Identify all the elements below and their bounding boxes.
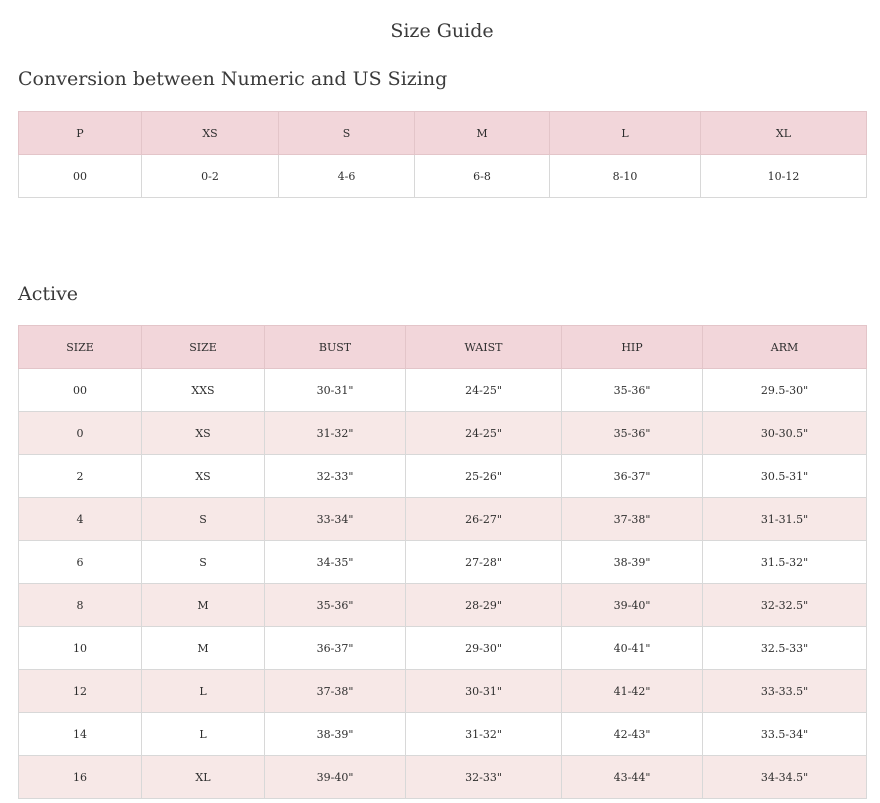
table-cell: 30.5-31": [703, 455, 867, 498]
table-cell: 27-28": [406, 541, 562, 584]
active-header-row: [19, 326, 867, 369]
table-cell: 30-30.5": [703, 412, 867, 455]
table-cell: 43-44": [562, 756, 703, 799]
active-header-cell: WAIST: [406, 326, 562, 369]
table-cell: 30-31": [265, 369, 406, 412]
table-row: [19, 713, 867, 756]
table-cell: 26-27": [406, 498, 562, 541]
table-cell: 8: [19, 584, 142, 627]
table-cell: XL: [142, 756, 265, 799]
table-cell: XXS: [142, 369, 265, 412]
table-cell: 36-37": [265, 627, 406, 670]
table-cell: 31-32": [265, 412, 406, 455]
table-row: [19, 627, 867, 670]
table-cell: 38-39": [562, 541, 703, 584]
table-cell: 0: [19, 412, 142, 455]
table-cell: 14: [19, 713, 142, 756]
active-header-cell: SIZE: [142, 326, 265, 369]
table-cell: M: [142, 584, 265, 627]
table-cell: 38-39": [265, 713, 406, 756]
conversion-header-cell: L: [550, 112, 701, 155]
active-size-table: [18, 325, 867, 799]
table-cell: 31.5-32": [703, 541, 867, 584]
table-cell: 28-29": [406, 584, 562, 627]
table-cell: 39-40": [562, 584, 703, 627]
conversion-section-title: Conversion between Numeric and US Sizing: [18, 68, 448, 90]
table-cell: 34-35": [265, 541, 406, 584]
conversion-header-row: [19, 112, 867, 155]
table-cell: 29-30": [406, 627, 562, 670]
table-cell: 35-36": [562, 369, 703, 412]
table-cell: 39-40": [265, 756, 406, 799]
table-cell: 41-42": [562, 670, 703, 713]
table-cell: 32.5-33": [703, 627, 867, 670]
conversion-table: [18, 111, 867, 198]
table-cell: 37-38": [562, 498, 703, 541]
table-cell: 34-34.5": [703, 756, 867, 799]
table-cell: 35-36": [265, 584, 406, 627]
table-cell: L: [142, 670, 265, 713]
table-cell: 6: [19, 541, 142, 584]
active-header-cell: HIP: [562, 326, 703, 369]
table-cell: 35-36": [562, 412, 703, 455]
table-cell: 2: [19, 455, 142, 498]
conversion-value-row: [19, 155, 867, 198]
table-cell: L: [142, 713, 265, 756]
conversion-header-cell: S: [279, 112, 415, 155]
table-cell: 30-31": [406, 670, 562, 713]
table-row: [19, 369, 867, 412]
table-cell: XS: [142, 455, 265, 498]
table-cell: 31-32": [406, 713, 562, 756]
table-cell: 33-33.5": [703, 670, 867, 713]
table-row: [19, 455, 867, 498]
table-cell: 16: [19, 756, 142, 799]
conversion-value-cell: 00: [19, 155, 142, 198]
conversion-value-cell: 6-8: [415, 155, 550, 198]
table-cell: 25-26": [406, 455, 562, 498]
active-header-cell: BUST: [265, 326, 406, 369]
conversion-header-cell: XS: [142, 112, 279, 155]
active-table-body: [19, 369, 867, 799]
table-cell: 29.5-30": [703, 369, 867, 412]
table-cell: 32-32.5": [703, 584, 867, 627]
conversion-value-cell: 4-6: [279, 155, 415, 198]
conversion-value-cell: 8-10: [550, 155, 701, 198]
table-cell: 24-25": [406, 412, 562, 455]
table-cell: 00: [19, 369, 142, 412]
table-cell: 31-31.5": [703, 498, 867, 541]
table-cell: 10: [19, 627, 142, 670]
table-cell: M: [142, 627, 265, 670]
table-cell: XS: [142, 412, 265, 455]
conversion-header-cell: M: [415, 112, 550, 155]
table-cell: 12: [19, 670, 142, 713]
table-cell: 42-43": [562, 713, 703, 756]
table-cell: 32-33": [265, 455, 406, 498]
table-row: [19, 541, 867, 584]
table-cell: 4: [19, 498, 142, 541]
conversion-header-cell: P: [19, 112, 142, 155]
table-row: [19, 670, 867, 713]
active-header-cell: SIZE: [19, 326, 142, 369]
table-cell: 40-41": [562, 627, 703, 670]
active-header-cell: ARM: [703, 326, 867, 369]
page-title: Size Guide: [390, 20, 494, 42]
table-cell: 33.5-34": [703, 713, 867, 756]
conversion-header-cell: XL: [701, 112, 867, 155]
table-cell: 24-25": [406, 369, 562, 412]
table-row: [19, 412, 867, 455]
table-cell: 37-38": [265, 670, 406, 713]
table-row: [19, 498, 867, 541]
table-cell: 36-37": [562, 455, 703, 498]
table-cell: 32-33": [406, 756, 562, 799]
table-row: [19, 584, 867, 627]
table-row: [19, 756, 867, 799]
conversion-value-cell: 0-2: [142, 155, 279, 198]
table-cell: S: [142, 541, 265, 584]
table-cell: 33-34": [265, 498, 406, 541]
active-section-title: Active: [18, 283, 79, 305]
table-cell: S: [142, 498, 265, 541]
conversion-value-cell: 10-12: [701, 155, 867, 198]
